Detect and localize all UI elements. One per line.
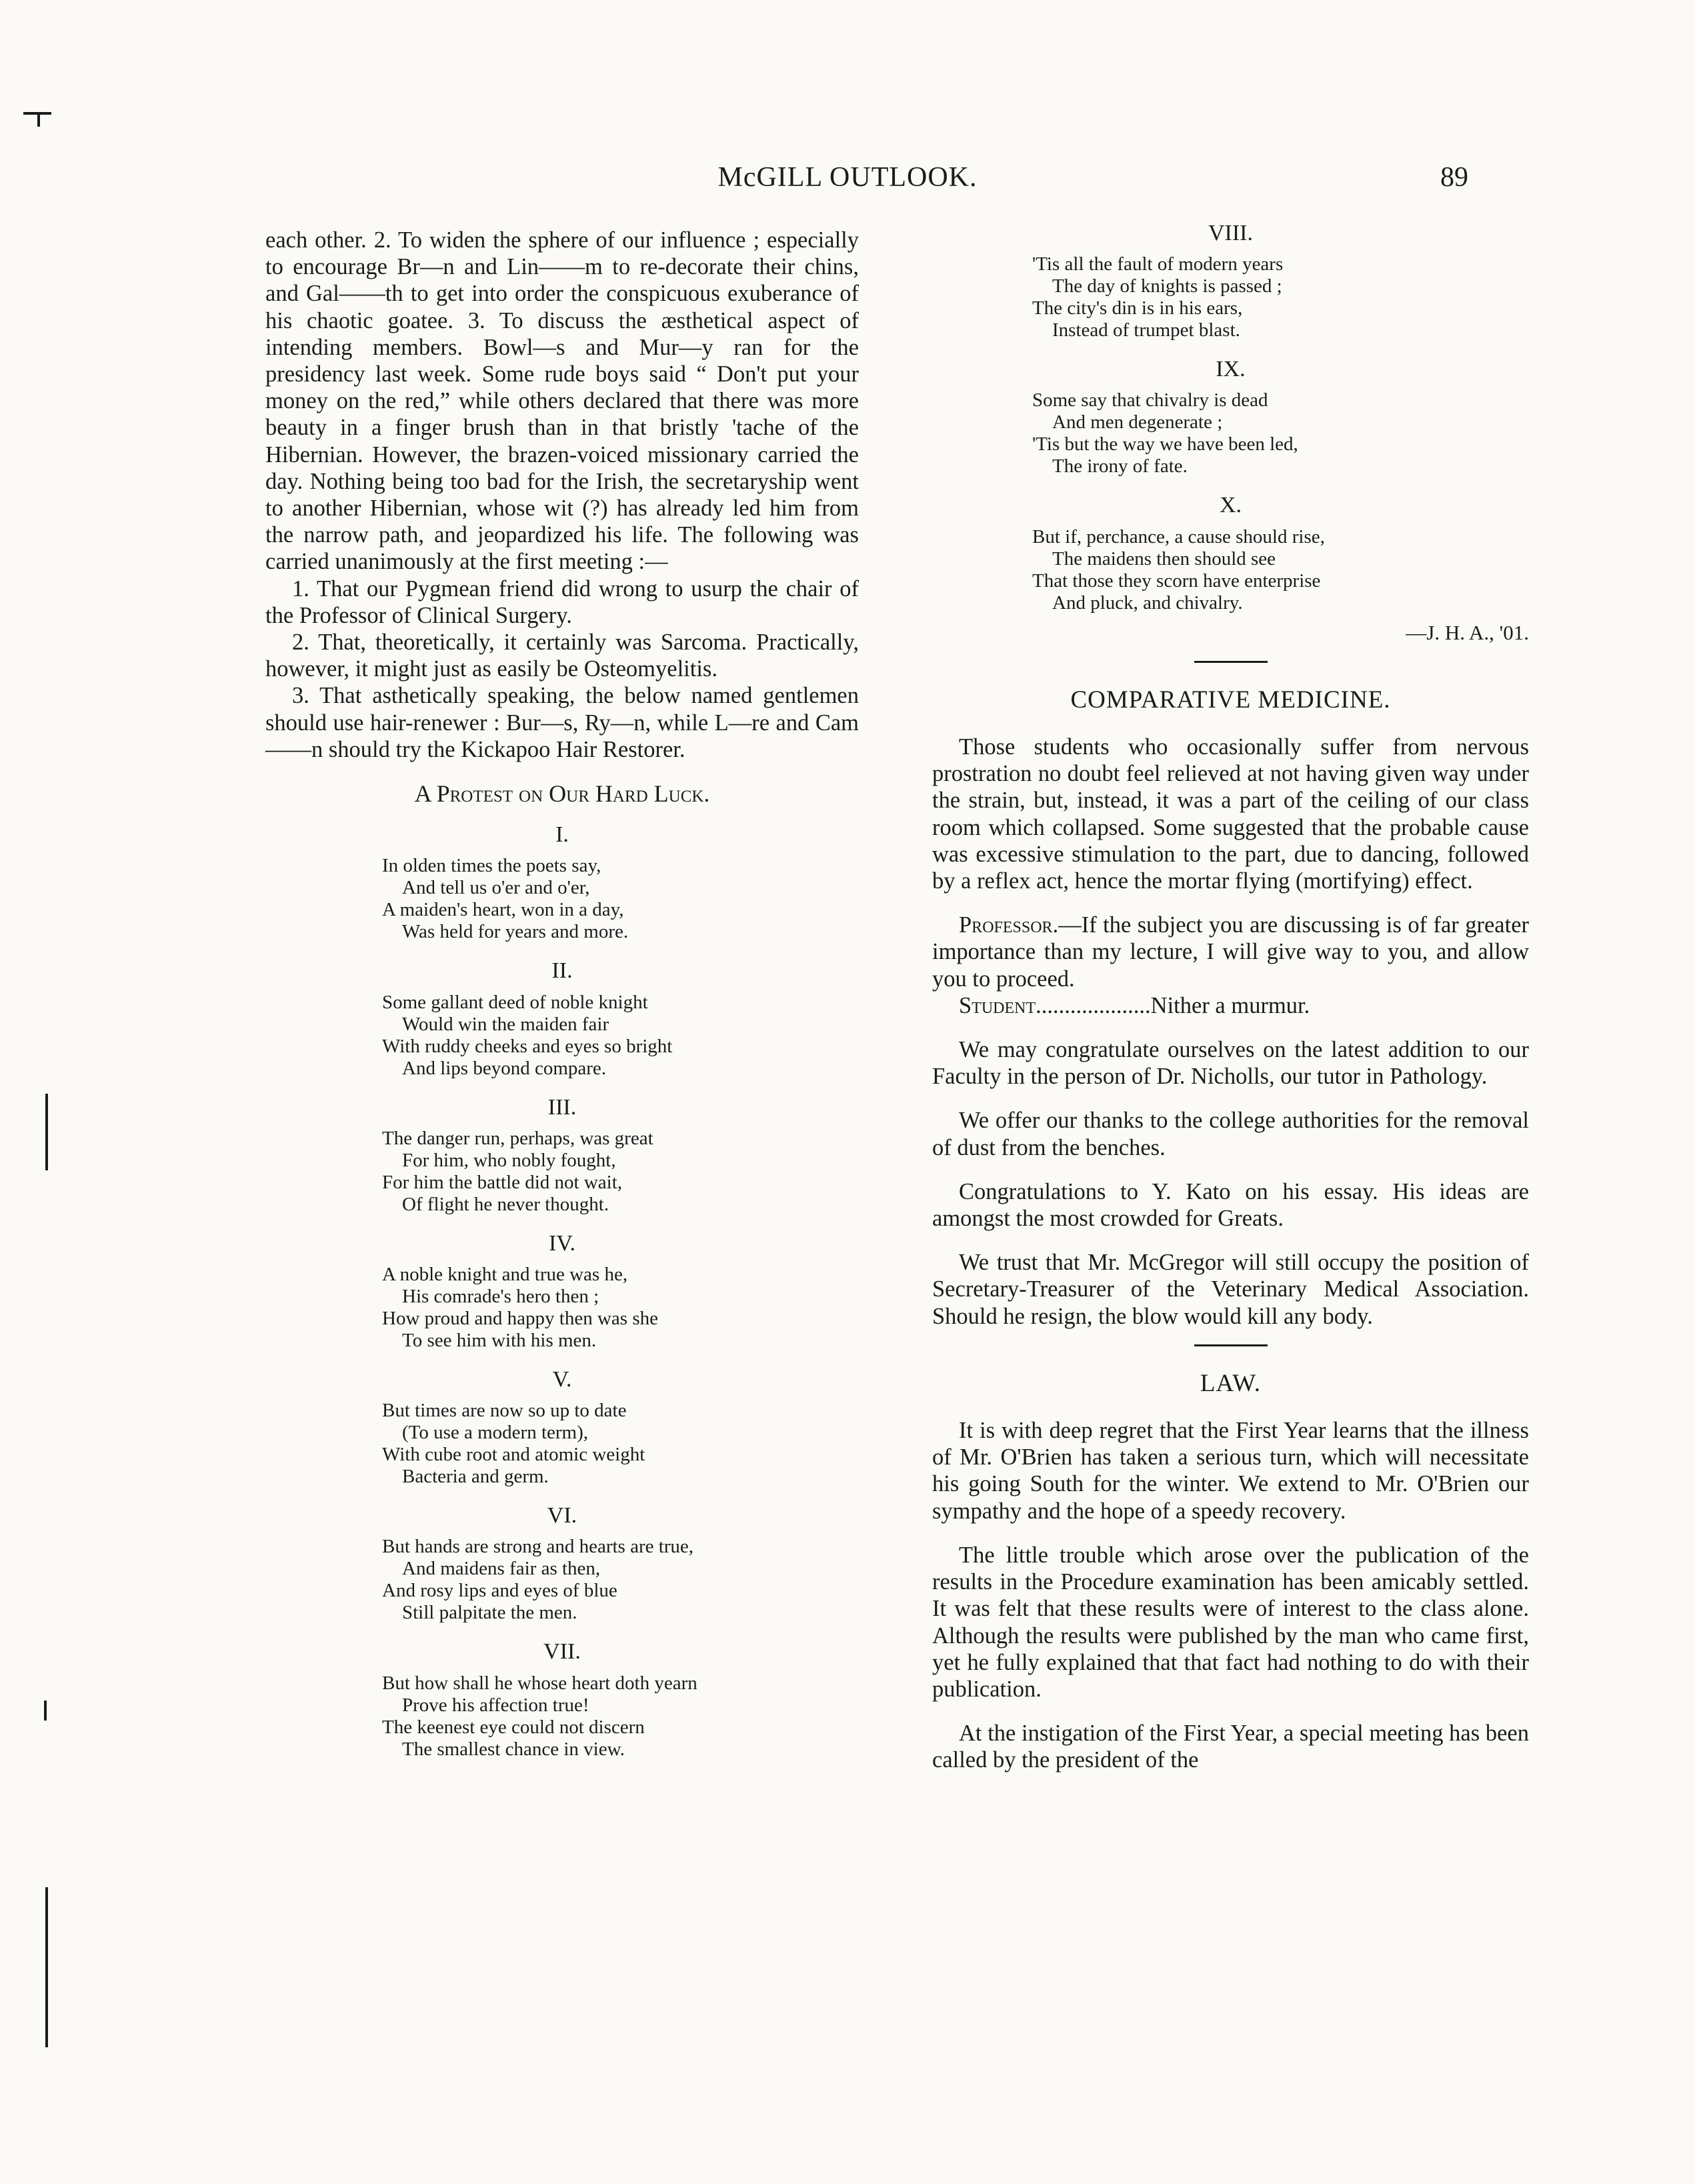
margin-mark [37, 112, 40, 127]
speaker-label: Student [959, 992, 1036, 1018]
stanza-numeral: X. [1219, 493, 1242, 518]
running-header: McGILL OUTLOOK. [717, 162, 978, 193]
dialogue-text: ....................Nither a murmur. [1036, 992, 1310, 1018]
section-divider [1194, 661, 1268, 663]
article-paragraph: We offer our thanks to the college authorities for the removal of dust from the benches. [932, 1108, 1529, 1160]
poem-line: The day of knights is passed ; [1052, 275, 1282, 297]
poem-stanza [932, 356, 1529, 477]
poem-line: And tell us o'er and o'er, [402, 877, 590, 899]
poem-stanza [932, 220, 1529, 341]
poem-line: But times are now so up to date [382, 1400, 627, 1422]
article-paragraph: It is with deep regret that the First Year learns that the illness of Mr. O'Brien has taken a serious turn, which will necessitate his going South for the winter. We extend to Mr. O'Brien our sympathy and the hope of a speedy recovery. [932, 1418, 1529, 1524]
poem-line: But hands are strong and hearts are true, [382, 1536, 694, 1558]
poem-line: A maiden's heart, won in a day, [382, 899, 624, 921]
dialogue-paragraph [932, 992, 1529, 1019]
poem-line: His comrade's hero then ; [402, 1286, 599, 1308]
poem-signature: —J. H. A., '01. [1406, 620, 1529, 644]
poem-line: The maidens then should see [1052, 548, 1276, 570]
poem-line: But how shall he whose heart doth yearn [382, 1672, 697, 1694]
poem-line: With cube root and atomic weight [382, 1444, 645, 1466]
margin-mark [45, 1887, 48, 2047]
stanza-numeral: VIII. [1208, 221, 1254, 245]
poem-line: Still palpitate the men. [402, 1602, 577, 1624]
section-divider [1194, 1344, 1268, 1346]
poem-line: How proud and happy then was she [382, 1308, 658, 1330]
poem-line: With ruddy cheeks and eyes so bright [382, 1035, 673, 1057]
section-heading: COMPARATIVE MEDICINE. [1070, 686, 1391, 714]
margin-mark [45, 1094, 48, 1170]
poem-line: The smallest chance in view. [402, 1738, 625, 1760]
intro-paragraph: each other. 2. To widen the sphere of our influence ; especially to encourage Br—n and Lin——m to re-decorate their chins, and Gal——th to get into order the conspicuous exuberance of his chaotic goatee. 3. To discuss the æsthetical aspect of intending members. Bowl—s and Mur—y ran for the presidency last week. Some rude boys said “ Don't put your money on the red,” while others declared that there was more beauty in a finger brush than in that bristly 'tache of the Hibernian. However, the brazen-voiced missionary carried the day. Nothing being too bad for the Irish, the secretaryship went to another Hibernian, whose wit (?) has already led him from the narrow path, and jeopardized his life. The following was carried unanimously at the first meeting :— [265, 227, 859, 575]
article-paragraph: Those students who occasionally suffer from nervous prostration no doubt feel relieved at not having given way under the strain, but, instead, it was a part of the ceiling of our class room which collapsed. Some suggested that the probable cause was excessive stimulation to the part, due to dancing, followed by a reflex act, hence the mortar flying (mortifying) effect. [932, 734, 1529, 894]
poem-line: And rosy lips and eyes of blue [382, 1580, 617, 1602]
stanza-numeral: V. [552, 1367, 572, 1392]
poem-line: For him the battle did not wait, [382, 1171, 623, 1193]
poem-line: And lips beyond compare. [402, 1057, 607, 1079]
poem-line: For him, who nobly fought, [402, 1149, 616, 1171]
poem-line: The city's din is in his ears, [1032, 297, 1243, 319]
poem-line: In olden times the poets say, [382, 855, 601, 877]
stanza-numeral: VII. [543, 1639, 581, 1665]
poem-stanza [265, 1502, 859, 1624]
poem-stanza [932, 492, 1529, 614]
poem-line: That those they scorn have enterprise [1032, 570, 1321, 592]
poem-line: Prove his affection true! [402, 1694, 589, 1716]
article-paragraph: We may congratulate ourselves on the latest addition to our Faculty in the person of Dr. Nicholls, our tutor in Pathology. [932, 1037, 1529, 1090]
poem-stanza [265, 1094, 859, 1216]
poem-line: Was held for years and more. [402, 921, 629, 943]
poem-line: Instead of trumpet blast. [1052, 319, 1240, 341]
article-paragraph: We trust that Mr. McGregor will still occupy the position of Secretary-Treasurer of the Veterinary Medical Association. Should he resign, the blow would kill any body. [932, 1250, 1529, 1329]
dialogue-paragraph [932, 912, 1529, 992]
poem-stanza [265, 1366, 859, 1488]
poem-stanza [265, 958, 859, 1079]
poem-line: Some say that chivalry is dead [1032, 389, 1268, 411]
poem-line: The keenest eye could not discern [382, 1716, 645, 1738]
poem-line: But if, perchance, a cause should rise, [1032, 525, 1325, 548]
stanza-numeral: III. [547, 1094, 577, 1120]
margin-mark [44, 1701, 47, 1721]
resolution-item: 1. That our Pygmean friend did wrong to usurp the chair of the Professor of Clinical Surgery. [265, 576, 859, 628]
stanza-numeral: IV. [549, 1230, 575, 1256]
stanza-numeral: I. [555, 822, 569, 848]
poem-line: And men degenerate ; [1052, 411, 1223, 433]
poem-line: Some gallant deed of noble knight [382, 991, 648, 1013]
poem-stanza [265, 822, 859, 943]
speaker-label: Professor. [959, 912, 1059, 938]
article-paragraph: Congratulations to Y. Kato on his essay. His ideas are amongst the most crowded for Greats. [932, 1178, 1529, 1232]
poem-line: To see him with his men. [402, 1330, 597, 1352]
poem-stanza [265, 1230, 859, 1352]
poem-line: And maidens fair as then, [402, 1558, 601, 1580]
poem-line: A noble knight and true was he, [382, 1264, 628, 1286]
poem-line: (To use a modern term), [402, 1422, 589, 1444]
article-paragraph: At the instigation of the First Year, a special meeting has been called by the president of the [932, 1721, 1529, 1773]
poem-title: A Protest on Our Hard Luck. [414, 780, 710, 808]
poem-line: 'Tis all the fault of modern years [1032, 253, 1284, 275]
poem-line: The danger run, perhaps, was great [382, 1127, 653, 1149]
poem-line: Bacteria and germ. [402, 1466, 549, 1488]
stanza-numeral: VI. [547, 1503, 577, 1528]
poem-line: Would win the maiden fair [402, 1013, 609, 1035]
resolution-item: 3. That asthetically speaking, the below named gentlemen should use hair-renewer : Bur—s, Ry—n, while L—re and Cam——n should try the Kickapoo Hair Restorer. [265, 683, 859, 762]
resolution-item: 2. That, theoretically, it certainly was Sarcoma. Practically, however, it might just as easily be Osteomyelitis. [265, 630, 859, 682]
section-heading: LAW. [1200, 1369, 1262, 1397]
dialogue-text: —If the subject you are discussing is of far greater importance than my lecture, I will give way to you, and allow you to proceed. [932, 912, 1529, 992]
article-paragraph: The little trouble which arose over the publication of the results in the Procedure examination has been amicably settled. It was felt that these results were of interest to the class alone. Although the results were published by the man who came first, yet he fully explained that that fact had nothing to do with their publication. [932, 1542, 1529, 1702]
poem-line: Of flight he never thought. [402, 1193, 609, 1215]
left-column [265, 227, 859, 1761]
poem-line: 'Tis but the way we have been led, [1032, 433, 1298, 455]
stanza-numeral: IX. [1216, 357, 1246, 382]
stanza-numeral: II. [551, 958, 573, 984]
page-number: 89 [1440, 162, 1468, 193]
poem-line: The irony of fate. [1052, 455, 1188, 477]
right-column [932, 220, 1529, 1774]
poem-stanza [265, 1639, 859, 1760]
poem-line: And pluck, and chivalry. [1052, 592, 1243, 614]
